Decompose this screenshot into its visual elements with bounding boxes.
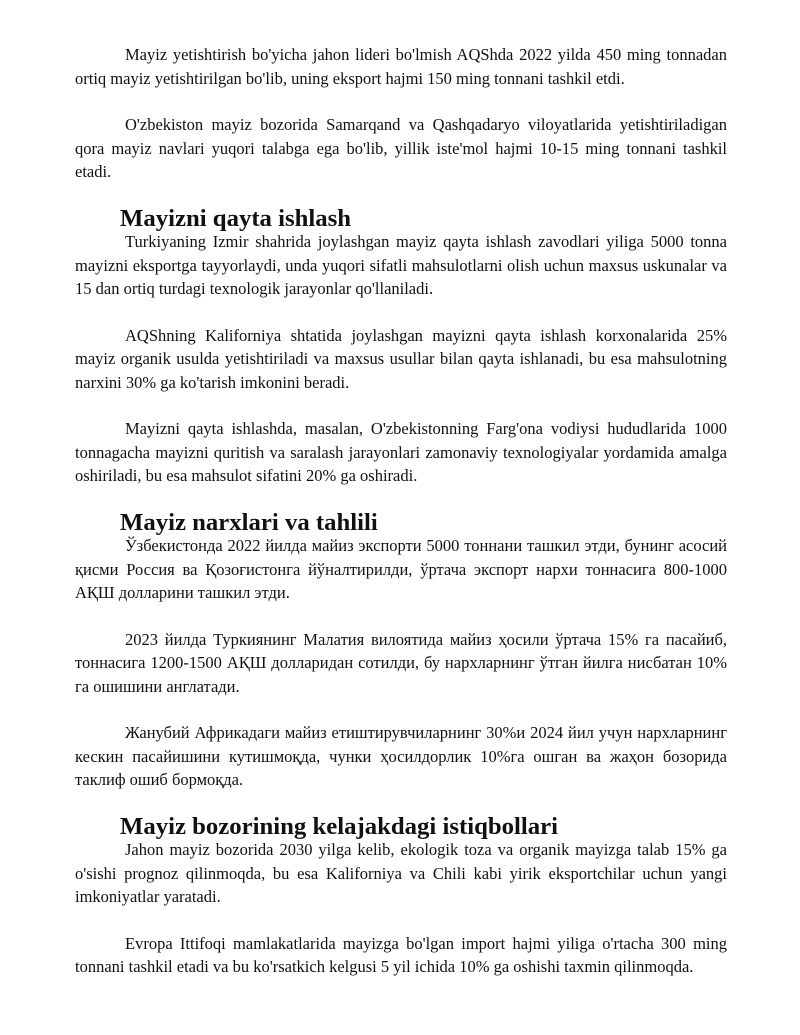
- document-page: [75, 43, 727, 1002]
- paragraph: Mayizni qayta ishlashda, masalan, O'zbekistonning Farg'ona vodiysi hududlarida 1000 tonnagacha mayizni quritish va saralash jarayonlari zamonaviy texnologiyalar yordamida amalga oshiriladi, bu esa mahsulot sifatini 20% ga oshiradi.: [75, 419, 727, 485]
- section-heading: Mayiz bozorining kelajakdagi istiqbollari: [120, 812, 558, 840]
- intro-paragraph-2: O'zbekiston mayiz bozorida Samarqand va Qashqadaryo viloyatlarida yetishtiriladigan qora mayiz navlari yuqori talabga ega bo'lib, yillik iste'mol hajmi 10-15 ming tonnani tashkil etadi.: [75, 115, 727, 181]
- paragraph: Ўзбекистонда 2022 йилда майиз экспорти 5000 тоннани ташкил этди, бунинг асосий қисми Россия ва Қозоғистонга йўналтирилди, ўртача экспорт нархи тоннасига 800-1000 АҚШ долларини ташкил этди.: [75, 536, 727, 602]
- paragraph: 2023 йилда Туркиянинг Малатия вилоятида майиз ҳосили ўртача 15% га пасайиб, тоннасига 1200-1500 АҚШ долларидан сотилди, бу нархларнинг ўтган йилга нисбатан 10% га ошишини англатади.: [75, 629, 727, 696]
- section-processing: [75, 204, 727, 488]
- intro-paragraph-1: Mayiz yetishtirish bo'yicha jahon lideri bo'lmish AQShda 2022 yilda 450 ming tonnadan ortiq mayiz yetishtirilgan bo'lib, uning eksport hajmi 150 ming tonnani tashkil etdi.: [75, 45, 727, 88]
- paragraph: Жанубий Африкадаги майиз етиштирувчиларнинг 30%и 2024 йил учун нархларнинг кескин пасайишини кутишмоқда, чунки ҳосилдорлик 10%га ошган ва жаҳон бозорида таклиф ошиб бормоқда.: [75, 723, 727, 789]
- paragraph: Turkiyaning Izmir shahrida joylashgan mayiz qayta ishlash zavodlari yiliga 5000 tonna mayizni eksportga tayyorlaydi, unda yuqori sifatli mahsulotlarni olish uchun maxsus uskunalar va 15 dan ortiq turdagi texnologik jarayonlar qo'llaniladi.: [75, 232, 727, 298]
- section-outlook: [75, 812, 727, 979]
- section-heading: Mayiz narxlari va tahlili: [120, 508, 378, 536]
- section-prices: [75, 508, 727, 792]
- paragraph: Evropa Ittifoqi mamlakatlarida mayizga bo'lgan import hajmi yiliga o'rtacha 300 ming tonnani tashkil etadi va bu ko'rsatkich kelgusi 5 yil ichida 10% ga oshishi taxmin qilinmoqda.: [75, 933, 727, 976]
- paragraph: Jahon mayiz bozorida 2030 yilga kelib, ekologik toza va organik mayizga talab 15% ga o'sishi prognoz qilinmoqda, bu esa Kaliforniya va Chili kabi yirik eksportchilar uchun yangi imkoniyatlar yaratadi.: [75, 840, 727, 906]
- paragraph: AQShning Kaliforniya shtatida joylashgan mayizni qayta ishlash korxonalarida 25% mayiz organik usulda yetishtiriladi va maxsus usullar bilan qayta ishlanadi, bu esa mahsulotning narxini 30% ga ko'tarish imkonini beradi.: [75, 325, 727, 392]
- section-heading: Mayizni qayta ishlash: [120, 204, 352, 232]
